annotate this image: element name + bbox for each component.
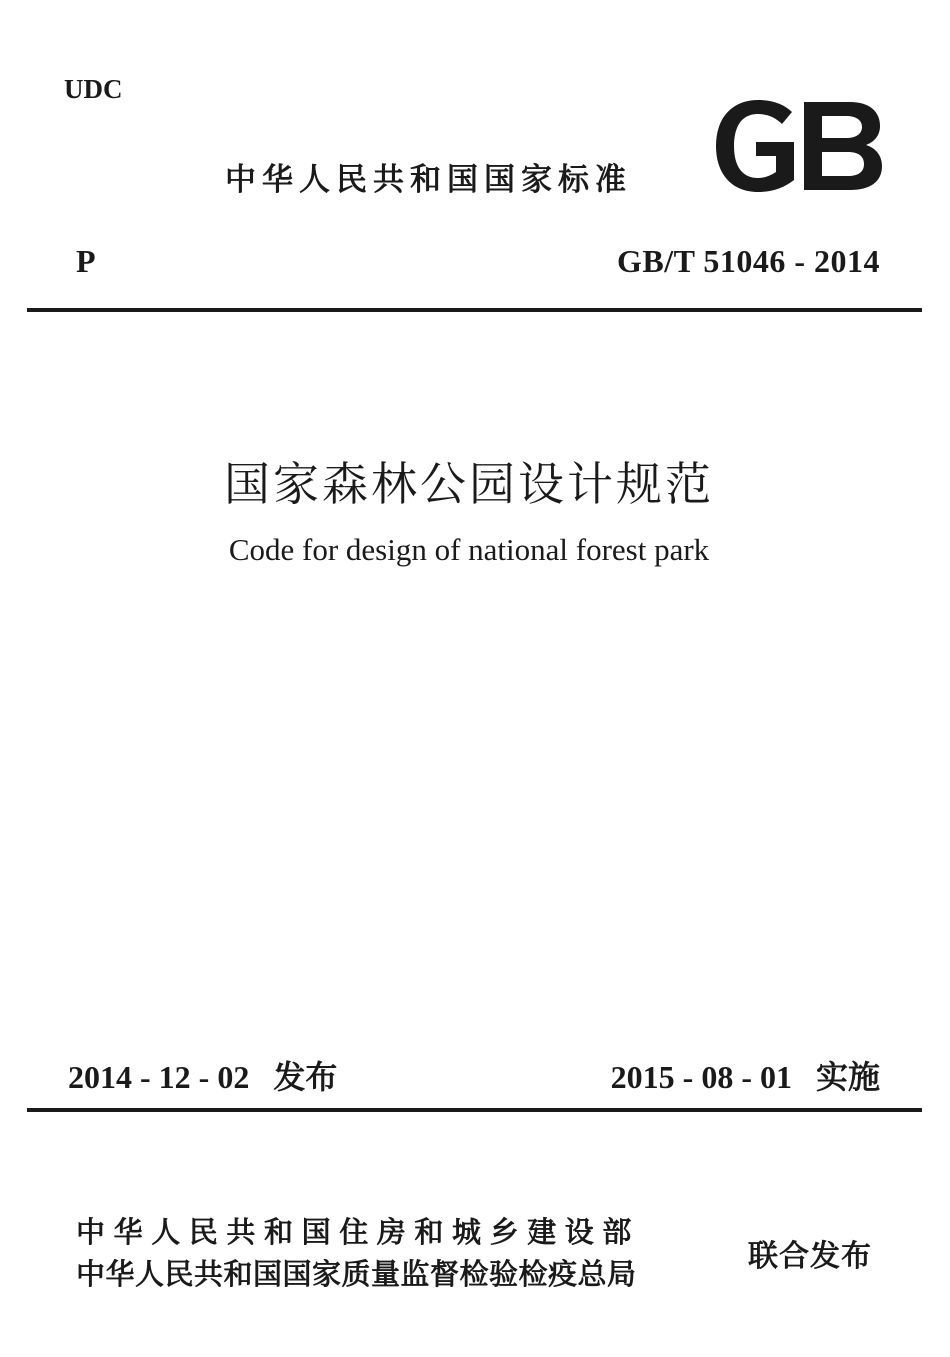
- issuer-aqsiq: 中华人民共和国国家质量监督检验检疫总局: [76, 1257, 637, 1291]
- top-divider: [27, 308, 922, 312]
- classification-code: P: [76, 243, 96, 279]
- standard-type-heading: 中华人民共和国国家标准: [225, 162, 632, 198]
- implementation-date: 2015 - 08 - 01 实施: [610, 1059, 880, 1095]
- joint-issue-label: 联合发布: [748, 1239, 872, 1274]
- gb-logo: [712, 98, 884, 194]
- standard-number: GB/T 51046 - 2014: [616, 243, 880, 279]
- issue-date: 2014 - 12 - 02 发布: [68, 1059, 338, 1095]
- bottom-divider: [27, 1108, 922, 1112]
- title-english: Code for design of national forest park: [228, 532, 710, 567]
- title-chinese: 国家森林公园设计规范: [224, 457, 714, 511]
- udc-label: UDC: [64, 74, 123, 104]
- issuer-ministry: 中华人民共和国住房和城乡建设部: [76, 1215, 641, 1249]
